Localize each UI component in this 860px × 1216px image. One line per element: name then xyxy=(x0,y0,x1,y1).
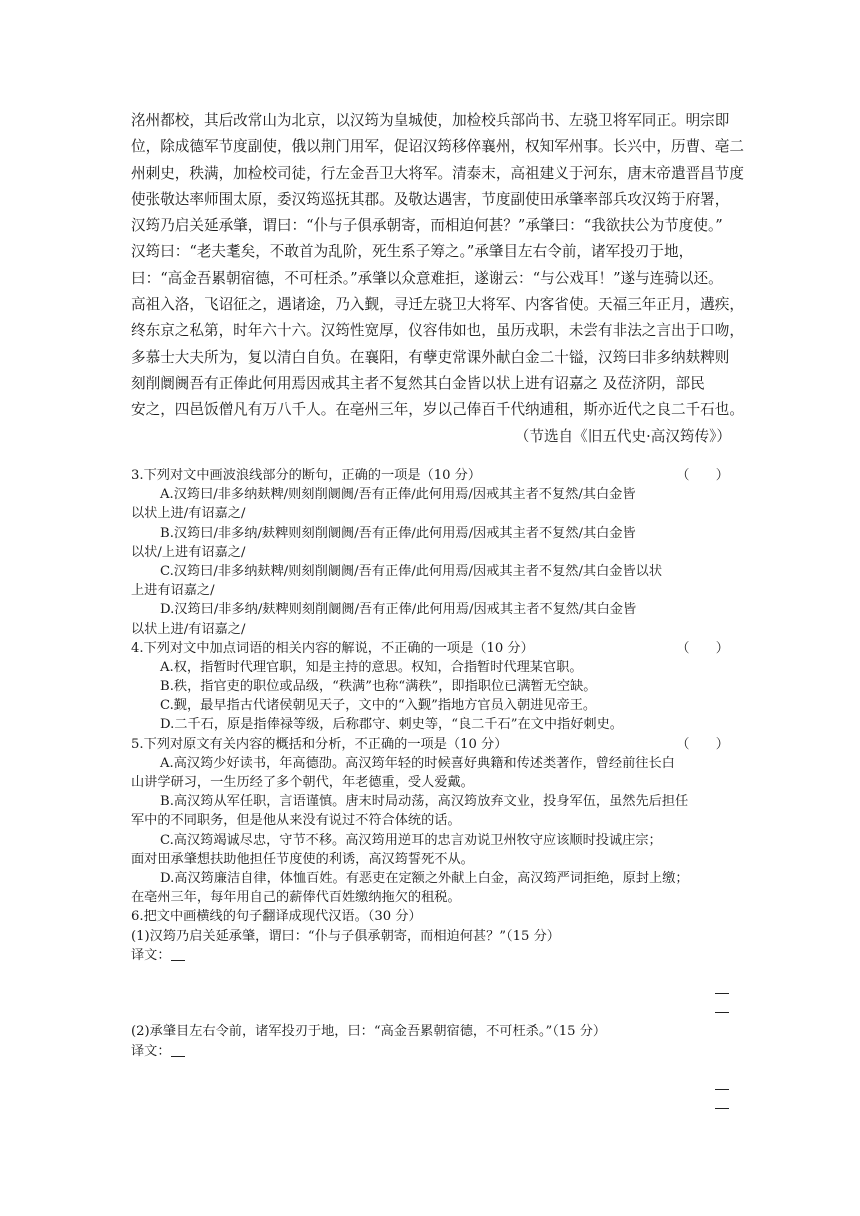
classical-chinese-passage xyxy=(131,108,744,450)
answer-label: 译文： xyxy=(131,1043,171,1059)
answer-paren[interactable]: （ ） xyxy=(676,736,729,752)
option-b-line1: B.汉筠曰/非多纳/麸粺则刻削阛阓/吾有正俸/此何用焉/因戒其主者不复然/其白金皆 xyxy=(160,525,636,541)
translation-sentence-1: (1)汉筠乃启关延承肇，谓曰：“仆与子俱承朝寄，而相迫何甚？”（15 分） xyxy=(131,928,560,944)
question-4-text: 4.下列对文中加点词语的相关内容的解说，不正确的一项是（10 分） xyxy=(131,640,534,656)
option-c-line1: C.高汉筠竭诚尽忠，守节不移。高汉筠用逆耳的忠言劝说卫州牧守应该顺时投诚庄宗； xyxy=(160,832,662,848)
option-a-line1: A.高汉筠少好读书，年高德劭。高汉筠年轻的时候喜好典籍和传述类著作，曾经前往长白 xyxy=(160,755,675,771)
passage-line: 高祖入洛，飞诏征之，遇诸途，乃入觐，寻迁左骁卫大将军、内客省使。天福三年正月，遘疾， xyxy=(131,296,744,314)
option-a: A.权，指暂时代理官职，知是主持的意思。权知，合指暂时代理某官职。 xyxy=(160,659,583,675)
question-5-text: 5.下列对原文有关内容的概括和分析，不正确的一项是（10 分） xyxy=(131,736,508,752)
question-4-stem xyxy=(131,639,731,658)
translation-sentence-2: (2)承肇目左右令前，诸军投刃于地，曰：“高金吾累朝宿德，不可枉杀。”（15 分） xyxy=(131,1024,607,1040)
option-d: D.二千石，原是指俸禄等级，后称郡守、刺史等，“良二千石”在文中指好刺史。 xyxy=(160,717,623,733)
answer-label: 译文： xyxy=(131,947,171,963)
option-c-line2: 面对田承肇想扶助他担任节度使的利诱，高汉筠誓死不从。 xyxy=(131,851,474,867)
passage-line: 终东京之私第，时年六十六。汉筠性宽厚，仪容伟如也，虽历戎职，未尝有非法之言出于口吻， xyxy=(131,322,744,340)
option-a-line1: A.汉筠曰/非多纳麸粺/则刻削阛阓/吾有正俸/此何用焉/因戒其主者不复然/其白金皆 xyxy=(160,487,636,503)
option-b-line2: 以状/上进有诏嘉之/ xyxy=(131,544,246,560)
passage-line: 汉筠曰：“老夫耄矣，不敢首为乱阶，死生系子筹之。”承肇目左右令前，诸军投刃于地， xyxy=(131,243,694,261)
option-d-line2: 以状上进/有诏嘉之/ xyxy=(131,621,246,637)
answer-line-1[interactable] xyxy=(131,946,731,965)
option-b-line1: B.高汉筠从军任职，言语谨慎。唐末时局动荡，高汉筠放弃文业，投身军伍，虽然先后担任 xyxy=(160,794,689,810)
questions-section xyxy=(131,466,731,1118)
option-c-line2: 上进有诏嘉之/ xyxy=(131,583,215,599)
answer-end-line xyxy=(131,1080,731,1099)
passage-line: 曰：“高金吾累朝宿德，不可枉杀。”承肇以众意难拒，遂谢云：“与公戏耳！”遂与连骑以还。 xyxy=(131,269,723,287)
passage-line: 使张敬达率师围太原，委汉筠巡抚其郡。及敬达遇害，节度副使田承肇率部兵攻汉筠于府署， xyxy=(131,190,730,208)
option-c: C.觐，最早指古代诸侯朝见天子，文中的“入觐”指地方官员入朝进见帝王。 xyxy=(160,698,597,714)
passage-line: 洺州都校，其后改常山为北京，以汉筠为皇城使，加检校兵部尚书、左骁卫将军同正。明宗即 xyxy=(131,112,730,129)
answer-dash xyxy=(715,1108,729,1109)
option-a-line2: 山讲学研习，一生历经了多个朝代，年老德重，受人爱戴。 xyxy=(131,775,474,790)
answer-dash xyxy=(715,993,729,994)
option-d-line2: 在亳州三年，每年用自己的薪俸代百姓缴纳拖欠的租税。 xyxy=(131,890,461,906)
answer-dash xyxy=(715,1012,729,1013)
option-c-line1: C.汉筠曰/非多纳麸粺/则刻削阛阓/吾有正俸/此何用焉/因戒其主者不复然/其白金皆以状 xyxy=(160,563,663,579)
answer-dash xyxy=(715,1089,729,1090)
question-6-stem: 6.把文中画横线的句子翻译成现代汉语。（30 分） xyxy=(131,909,422,925)
answer-end-line xyxy=(131,1003,731,1022)
passage-line: 汉筠乃启关延承肇，谓曰：“仆与子俱承朝寄，而相迫何甚？”承肇曰：“我欲扶公为节度使。” xyxy=(131,217,723,235)
answer-paren[interactable]: （ ） xyxy=(676,468,729,483)
option-b: B.秩，指官吏的职位或品级，“秩满”也称“满秩”，即指职位已满暂无空缺。 xyxy=(160,679,597,695)
passage-line: 安之，四邑饭僧凡有万八千人。在亳州三年，岁以己俸百千代纳逋租，斯亦近代之良二千石也。 xyxy=(131,401,744,419)
passage-line: 位，除成德军节度副使，俄以荆门用军，促诏汉筠移倅襄州，权知军州事。长兴中，历曹、亳二 xyxy=(131,138,744,156)
option-d-line1: D.高汉筠廉洁自律，体恤百姓。有恶吏在定额之外献上白金，高汉筠严词拒绝，原封上缴； xyxy=(160,870,689,886)
answer-space xyxy=(131,965,731,984)
question-5-stem xyxy=(131,735,731,754)
option-b-line2: 军中的不同职务，但是他从来没有说过不符合体统的话。 xyxy=(131,813,461,829)
answer-space xyxy=(131,1061,731,1080)
question-3-stem xyxy=(131,466,731,485)
question-3-text: 3.下列对文中画波浪线部分的断句，正确的一项是（10 分） xyxy=(131,468,482,483)
answer-paren[interactable]: （ ） xyxy=(676,640,729,656)
answer-blank[interactable] xyxy=(171,1042,185,1057)
answer-end-line xyxy=(131,984,731,1003)
passage-line: 州刺史，秩满，加检校司徒，行左金吾卫大将军。清泰末，高祖建义于河东，唐末帝遣晋昌节度 xyxy=(131,164,744,182)
passage-line: 多慕士大夫所为，复以清白自负。在襄阳，有孽吏常课外献白金二十镒，汉筠曰非多纳麸粺则 xyxy=(131,348,730,366)
passage-line: 刻削阛阓吾有正俸此何用焉因戒其主者不复然其白金皆以状上进有诏嘉之 及莅济阴，部民 xyxy=(131,374,705,392)
option-d-line1: D.汉筠曰/非多纳/麸粺则刻削阛阓/吾有正俸/此何用焉/因戒其主者不复然/其白金皆 xyxy=(160,602,637,618)
answer-blank[interactable] xyxy=(171,946,185,961)
answer-line-2[interactable] xyxy=(131,1042,731,1061)
answer-end-line xyxy=(131,1099,731,1118)
option-a-line2: 以状上进/有诏嘉之/ xyxy=(131,506,246,522)
passage-source: （节选自《旧五代史·高汉筠传》） xyxy=(514,427,731,445)
